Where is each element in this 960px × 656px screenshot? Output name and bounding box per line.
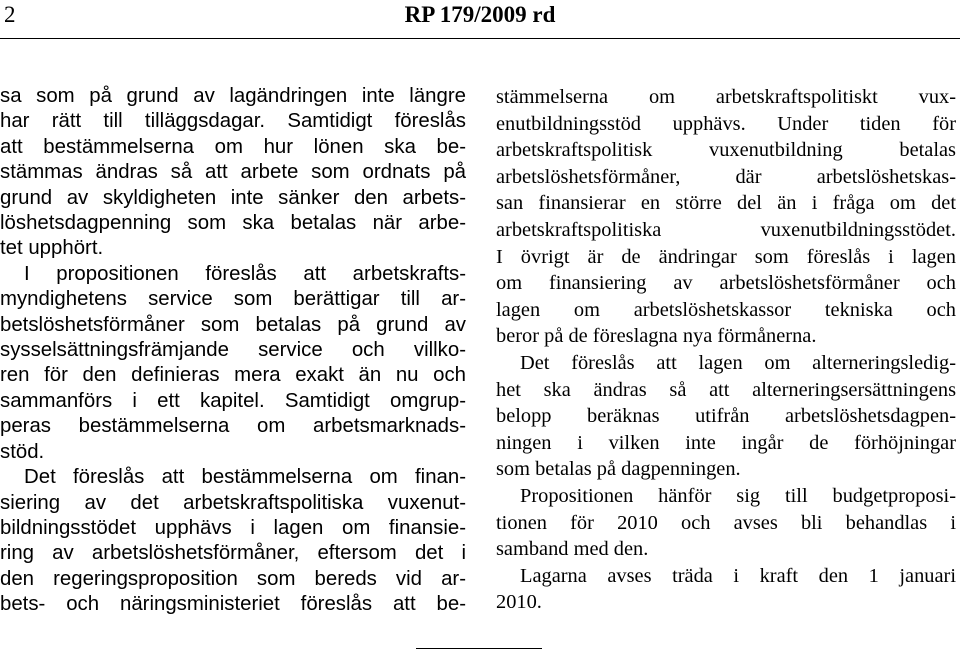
text-line: san finansierar en större del än i fråga om det xyxy=(496,192,956,215)
text-line: tet upphört. xyxy=(0,237,104,260)
left-text-column xyxy=(0,84,466,618)
page-number: 2 xyxy=(4,2,16,27)
text-line: att bestämmelserna om hur lönen ska be- xyxy=(0,135,466,158)
text-line: stämmelserna om arbetskraftspolitiskt vux- xyxy=(496,86,956,108)
text-line: samband med den. xyxy=(496,538,649,561)
text-line: betslöshetsförmåner som betalas på grund av xyxy=(0,313,466,336)
text-line: har rätt till tilläggsdagar. Samtidigt föreslås xyxy=(0,110,466,133)
text-line: ren för den definieras mera exakt än nu och xyxy=(0,364,466,387)
text-line: I propositionen föreslås att arbetskrafts- xyxy=(24,262,466,285)
text-line: sammanförs i ett kapitel. Samtidigt omgrup- xyxy=(0,389,466,412)
text-line: bets- och näringsministeriet föreslås att be- xyxy=(0,593,466,616)
text-line: arbetskraftspolitisk vuxenutbildning betalas xyxy=(496,139,956,162)
header-divider xyxy=(0,38,960,39)
text-line: stämmas ändras så att arbete som ordnats på xyxy=(0,161,466,184)
text-line: belopp beräknas utifrån arbetslöshetsdagpen- xyxy=(496,405,956,428)
footnote-divider xyxy=(416,648,542,649)
text-line: den regeringsproposition som bereds vid ar- xyxy=(0,567,466,590)
text-line: arbetslöshetsförmåner, där arbetslöshetskas- xyxy=(496,165,956,188)
text-line: om finansiering av arbetslöshetsförmåner och xyxy=(496,272,956,295)
text-line: tionen för 2010 och avses bli behandlas i xyxy=(496,511,956,534)
text-line: Det föreslås att lagen om alterneringsledig- xyxy=(520,351,956,374)
text-line: arbetskraftspolitiska vuxenutbildningsstödet. xyxy=(496,218,956,241)
text-line: sysselsättningsfrämjande service och villko- xyxy=(0,339,466,362)
text-line: Propositionen hänför sig till budgetproposi- xyxy=(520,484,956,507)
document-id: RP 179/2009 rd xyxy=(404,2,556,27)
text-line: Det föreslås att bestämmelserna om finan- xyxy=(24,466,466,489)
text-line: siering av det arbetskraftspolitiska vuxenut- xyxy=(0,491,466,514)
text-line: ring av arbetslöshetsförmåner, eftersom det i xyxy=(0,542,466,565)
text-line: som betalas på dagpenningen. xyxy=(496,458,741,481)
text-line: het ska ändras så att alterneringsersättningens xyxy=(496,378,956,401)
text-line: myndighetens service som berättigar till ar- xyxy=(0,288,466,311)
right-text-column xyxy=(496,84,956,616)
text-line: 2010. xyxy=(496,591,542,614)
text-line: grund av skyldigheten inte sänker den arbets- xyxy=(0,186,466,209)
text-line: peras bestämmelserna om arbetsmarknads- xyxy=(0,415,466,438)
text-line: bildningsstödet upphävs i lagen om finansie- xyxy=(0,516,466,539)
text-line: löshetsdagpenning som ska betalas när arbe- xyxy=(0,212,466,235)
text-line: beror på de föreslagna nya förmånerna. xyxy=(496,325,817,348)
text-line: enutbildningsstöd upphävs. Under tiden för xyxy=(496,112,956,135)
text-line: ningen i vilken inte ingår de förhöjningar xyxy=(496,431,956,454)
text-line: Lagarna avses träda i kraft den 1 januari xyxy=(520,564,956,587)
text-line: lagen om arbetslöshetskassor tekniska och xyxy=(496,298,956,321)
text-line: I övrigt är de ändringar som föreslås i lagen xyxy=(496,245,956,268)
text-line: sa som på grund av lagändringen inte längre xyxy=(0,85,466,107)
text-line: stöd. xyxy=(0,440,45,463)
